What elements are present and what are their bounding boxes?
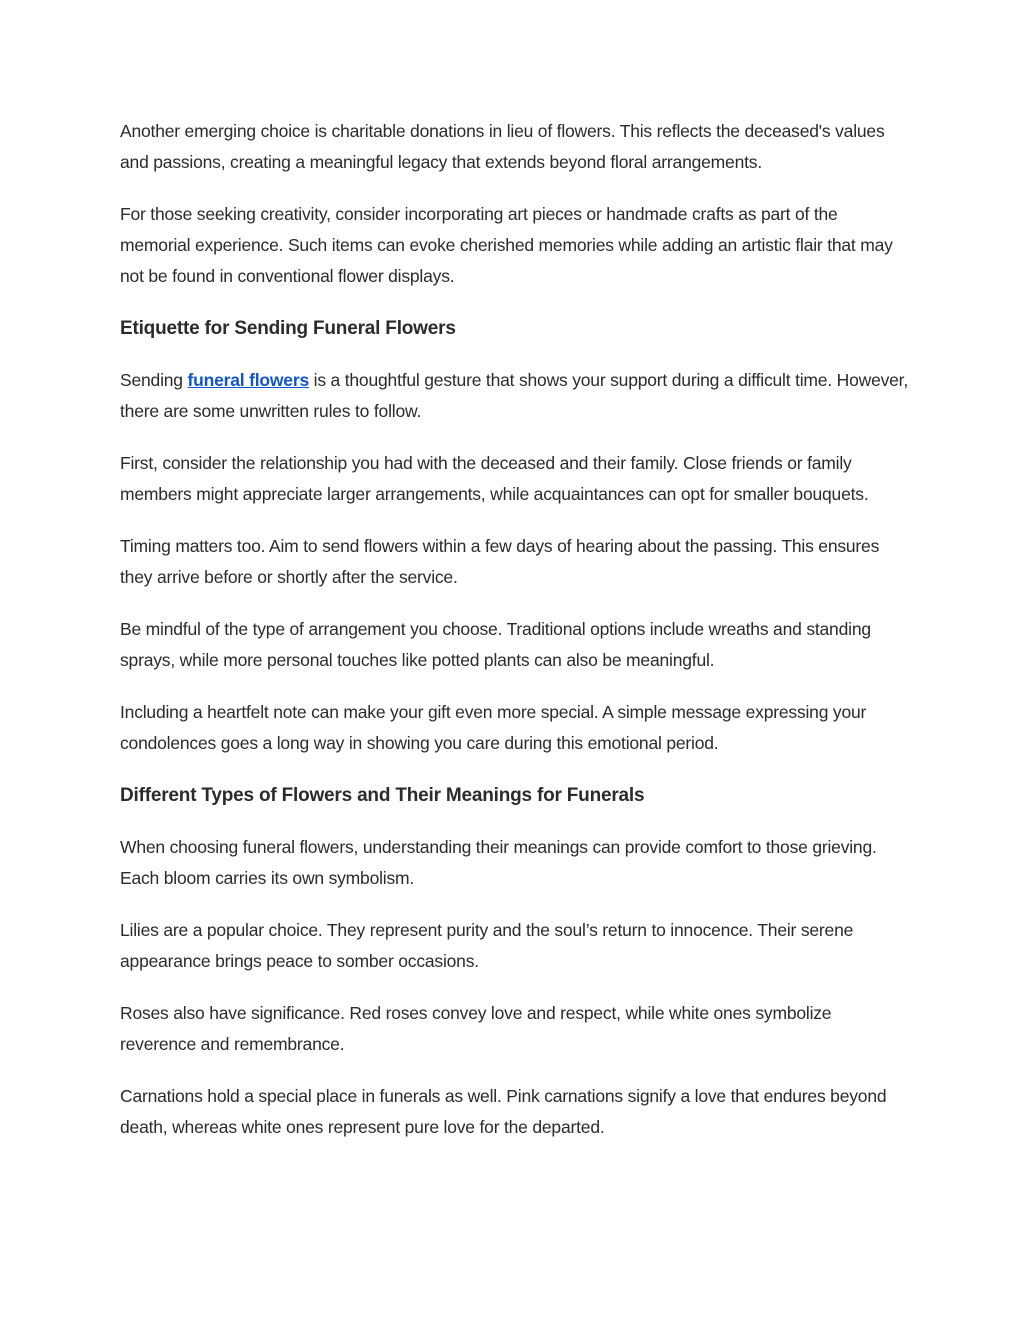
heading-flower-meanings: Different Types of Flowers and Their Meanings for Funerals xyxy=(120,785,645,806)
paragraph-choosing-flowers: When choosing funeral flowers, understanding their meanings can provide comfort to those grieving. Each bloom carries its own symbolism. xyxy=(120,837,877,888)
document-page xyxy=(120,116,910,1164)
paragraph-lilies: Lilies are a popular choice. They represent purity and the soul’s return to innocence. Their serene appearance brings peace to somber occasions. xyxy=(120,920,854,971)
paragraph-carnations: Carnations hold a special place in funerals as well. Pink carnations signify a love that endures beyond death, whereas white ones represent pure love for the departed. xyxy=(120,1086,887,1137)
funeral-flowers-link[interactable]: funeral flowers xyxy=(187,370,309,390)
paragraph-relationship: First, consider the relationship you had with the deceased and their family. Close friends or family members might appreciate larger arrangements, while acquaintances can opt for smaller bouquets. xyxy=(120,453,869,504)
paragraph-arrangement-type: Be mindful of the type of arrangement you choose. Traditional options include wreaths and standing sprays, while more personal touches like potted plants can also be meaningful. xyxy=(120,619,871,670)
heading-etiquette: Etiquette for Sending Funeral Flowers xyxy=(120,318,456,339)
paragraph-sending-flowers-before: Sending xyxy=(120,370,188,390)
paragraph-heartfelt-note: Including a heartfelt note can make your gift even more special. A simple message expressing your condolences goes a long way in showing you care during this emotional period. xyxy=(120,702,867,753)
paragraph-timing: Timing matters too. Aim to send flowers within a few days of hearing about the passing. This ensures they arrive before or shortly after the service. xyxy=(120,536,880,587)
paragraph-creativity: For those seeking creativity, consider incorporating art pieces or handmade crafts as part of the memorial experience. Such items can evoke cherished memories while adding an artistic flair that may not be found in conventional flower displays. xyxy=(120,204,893,286)
paragraph-charitable-donations: Another emerging choice is charitable donations in lieu of flowers. This reflects the deceased's values and passions, creating a meaningful legacy that extends beyond floral arrangements. xyxy=(120,121,885,172)
paragraph-roses: Roses also have significance. Red roses convey love and respect, while white ones symbolize reverence and remembrance. xyxy=(120,1003,832,1054)
paragraph-sending-flowers-after: is a thoughtful gesture that shows your support during a difficult time. However, there are some unwritten rules to follow. xyxy=(120,370,909,421)
paragraph-sending-flowers xyxy=(120,365,910,427)
